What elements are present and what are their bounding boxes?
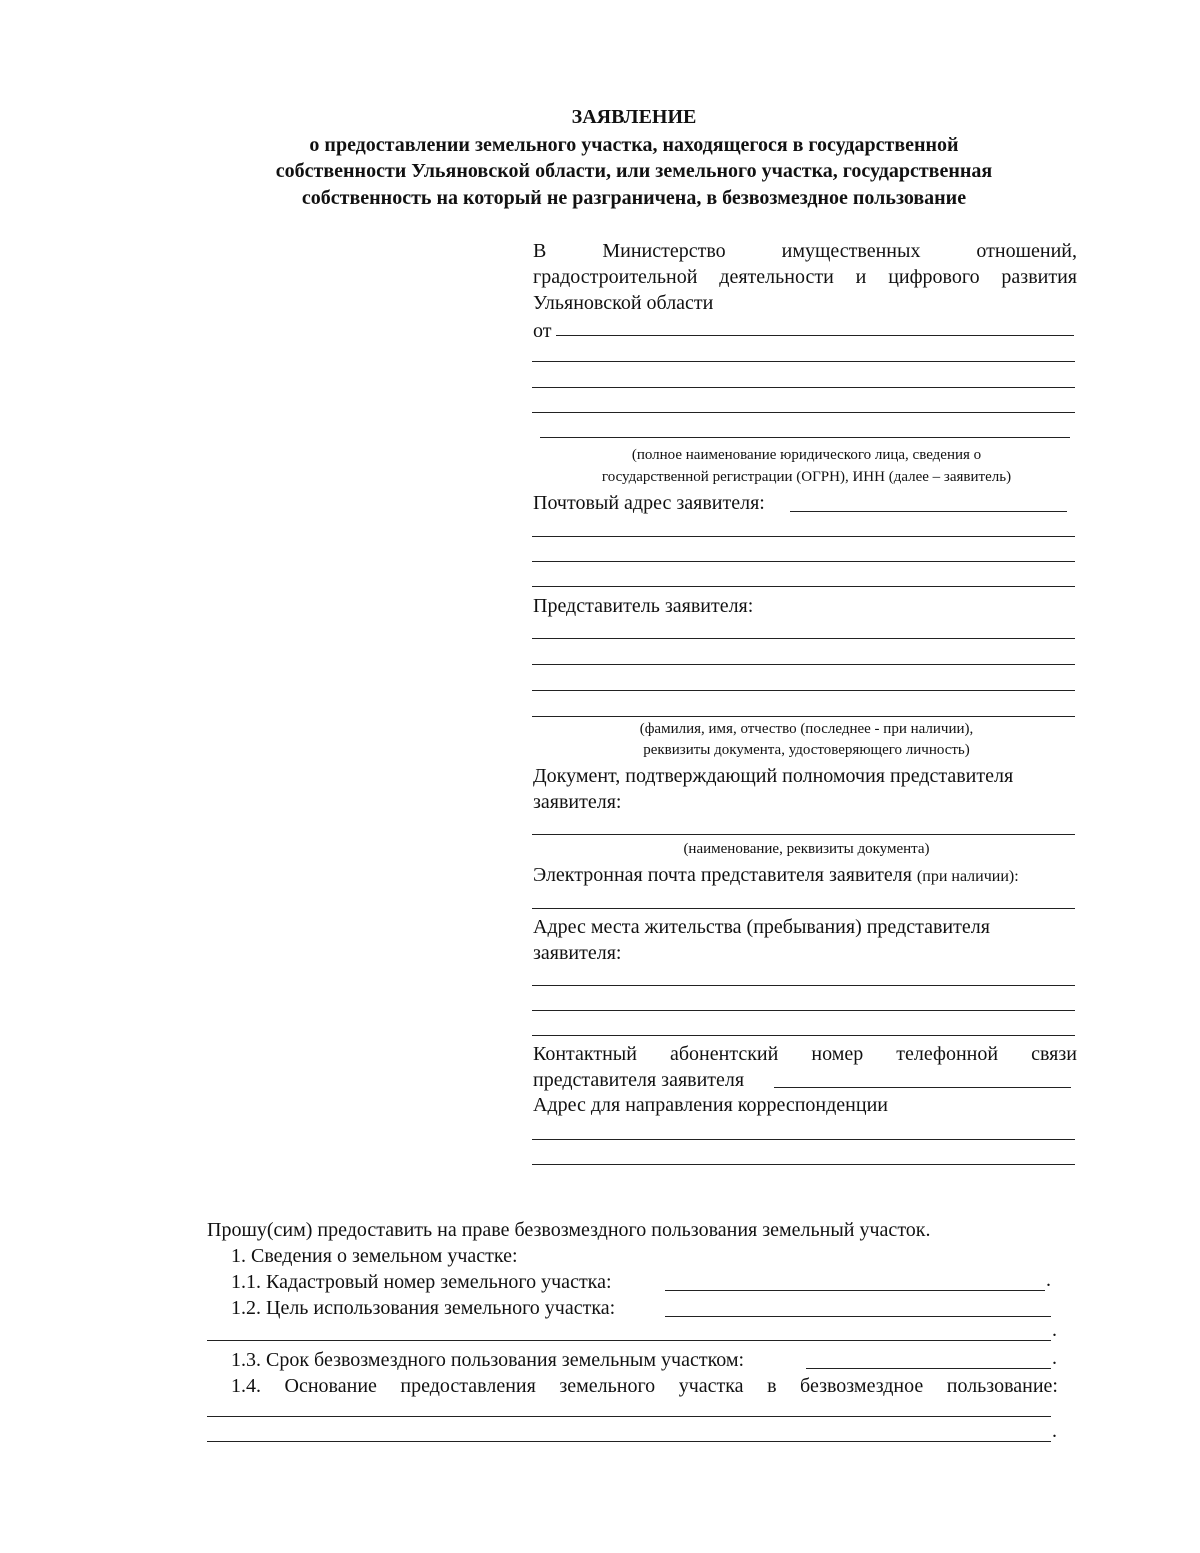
usage-purpose-dot: . — [1052, 1319, 1057, 1341]
representative-label: Представитель заявителя: — [533, 595, 754, 617]
phone-label-1: Контактный абонентский номер телефонной связи — [533, 1043, 1077, 1065]
residence-address-field-2[interactable] — [532, 1010, 1075, 1011]
phone-label-2: представителя заявителя — [533, 1069, 745, 1091]
correspondence-address-field-2[interactable] — [532, 1164, 1075, 1165]
postal-address-field[interactable] — [790, 511, 1067, 512]
provision-basis-field-1[interactable] — [207, 1416, 1051, 1417]
correspondence-address-field-1[interactable] — [532, 1139, 1075, 1140]
email-label: Электронная почта представителя заявителя (при наличии): — [533, 864, 1019, 886]
residence-address-label-1: Адрес места жительства (пребывания) представителя — [533, 916, 990, 938]
from-field[interactable] — [556, 335, 1074, 336]
usage-term-dot: . — [1052, 1347, 1057, 1369]
addressee-line-3: Ульяновской области — [533, 292, 714, 314]
usage-purpose-label: 1.2. Цель использования земельного участка: — [231, 1297, 616, 1319]
postal-address-label: Почтовый адрес заявителя: — [533, 492, 765, 514]
document-subtitle-line-1: о предоставлении земельного участка, находящегося в государственной — [309, 134, 959, 156]
residence-address-field-1[interactable] — [532, 985, 1075, 986]
representative-field-2[interactable] — [532, 664, 1075, 665]
authority-doc-hint: (наименование, реквизиты документа) — [683, 841, 930, 857]
from-label: от — [533, 320, 552, 342]
addressee-line-2: градостроительной деятельности и цифрового развития — [533, 266, 1077, 288]
cadastral-number-field[interactable] — [665, 1290, 1045, 1291]
cadastral-number-dot: . — [1046, 1269, 1051, 1291]
authority-doc-field[interactable] — [532, 834, 1075, 835]
representative-field-1[interactable] — [532, 638, 1075, 639]
usage-term-label: 1.3. Срок безвозмездного пользования земельным участком: — [231, 1349, 745, 1371]
postal-address-line-4[interactable] — [532, 586, 1075, 587]
residence-address-label-2: заявителя: — [533, 942, 622, 964]
postal-address-line-2[interactable] — [532, 536, 1075, 537]
from-field-line-3[interactable] — [532, 387, 1075, 388]
phone-field[interactable] — [774, 1087, 1071, 1088]
applicant-hint-line-2: государственной регистрации (ОГРН), ИНН (далее – заявитель) — [601, 469, 1012, 485]
addressee-line-1: В Министерство имущественных отношений, — [533, 240, 1077, 262]
document-title: ЗАЯВЛЕНИЕ — [571, 106, 697, 128]
representative-field-4[interactable] — [532, 716, 1075, 717]
cadastral-number-label: 1.1. Кадастровый номер земельного участка: — [231, 1271, 612, 1293]
postal-address-line-3[interactable] — [532, 561, 1075, 562]
residence-address-field-3[interactable] — [532, 1035, 1075, 1036]
document-subtitle-line-3: собственность на который не разграничена, в безвозмездное пользование — [301, 187, 967, 209]
authority-doc-label-2: заявителя: — [533, 791, 622, 813]
provision-basis-field-2[interactable] — [207, 1441, 1051, 1442]
representative-field-3[interactable] — [532, 690, 1075, 691]
from-field-line-4[interactable] — [532, 412, 1075, 413]
provision-basis-label: 1.4. Основание предоставления земельного участка в безвозмездное пользование: — [231, 1375, 1058, 1397]
representative-hint-line-1: (фамилия, имя, отчество (последнее - при наличии), — [639, 721, 974, 737]
email-field[interactable] — [532, 908, 1075, 909]
correspondence-address-label: Адрес для направления корреспонденции — [533, 1094, 888, 1116]
from-field-line-2[interactable] — [532, 361, 1075, 362]
usage-purpose-field[interactable] — [665, 1316, 1051, 1317]
authority-doc-label-1: Документ, подтверждающий полномочия представителя — [533, 765, 1014, 787]
request-intro: Прошу(сим) предоставить на праве безвозмездного пользования земельный участок. — [207, 1219, 931, 1241]
provision-basis-dot: . — [1052, 1420, 1057, 1442]
representative-hint-line-2: реквизиты документа, удостоверяющего личность) — [643, 742, 970, 758]
usage-purpose-field-line-2[interactable] — [207, 1340, 1051, 1341]
from-field-line-5[interactable] — [540, 437, 1070, 438]
usage-term-field[interactable] — [806, 1368, 1051, 1369]
applicant-hint-line-1: (полное наименование юридического лица, сведения о — [631, 447, 982, 463]
document-subtitle-line-2: собственности Ульяновской области, или земельного участка, государственная — [275, 160, 993, 182]
section-1-title: 1. Сведения о земельном участке: — [231, 1245, 518, 1267]
